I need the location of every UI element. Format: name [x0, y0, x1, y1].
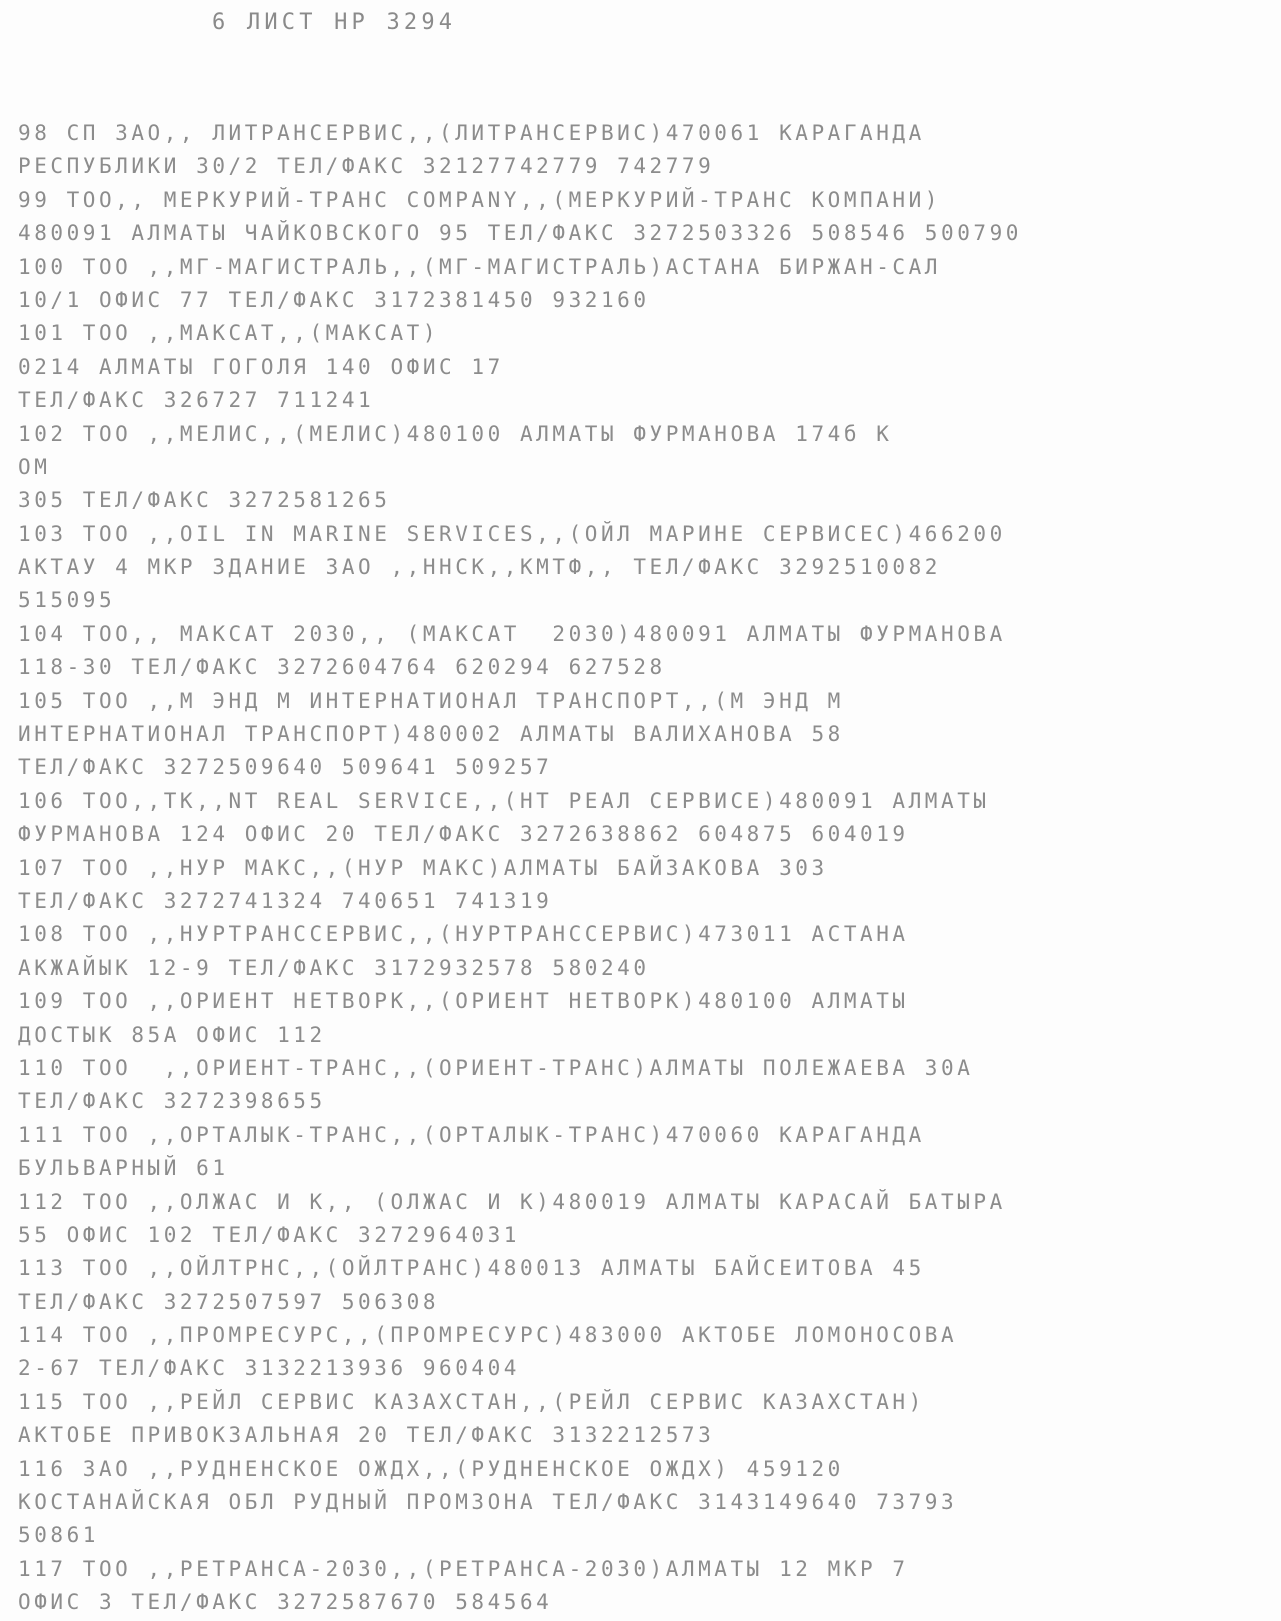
- document-line: 2-67 ТЕЛ/ФАКС 3132213936 960404: [18, 1356, 520, 1381]
- document-line: 106 ТОО,,ТК,,NT REAL SERVICE,,(НТ РЕАЛ СЕРВИСЕ)480091 АЛМАТЫ: [18, 788, 990, 813]
- document-line: 515095: [18, 588, 116, 613]
- document-line: ТЕЛ/ФАКС 3272507597 506308: [18, 1289, 440, 1314]
- document-line: 55 ОФИС 102 ТЕЛ/ФАКС 3272964031: [18, 1222, 520, 1247]
- document-line: 101 ТОО ,,МАКСАТ,,(МАКСАТ): [18, 321, 440, 346]
- company-list: [18, 117, 1022, 1620]
- document-line: 117 ТОО ,,РЕТРАНСА-2030,,(РЕТРАНСА-2030)АЛМАТЫ 12 МКР 7: [18, 1556, 909, 1581]
- document-line: ТЕЛ/ФАКС 3272509640 509641 509257: [18, 755, 553, 780]
- document-line: 99 ТОО,, МЕРКУРИЙ-ТРАНС COMPANY,,(МЕРКУРИЙ-ТРАНС КОМПАНИ): [18, 187, 942, 212]
- document-line: 104 ТОО,, МАКСАТ 2030,, (МАКСАТ 2030)480091 АЛМАТЫ ФУРМАНОВА: [18, 621, 1006, 646]
- document-line: 105 ТОО ,,М ЭНД М ИНТЕРНАТИОНАЛ ТРАНСПОРТ,,(М ЭНД М: [18, 688, 844, 713]
- document-line: 112 ТОО ,,ОЛЖАС И К,, (ОЛЖАС И К)480019 АЛМАТЫ КАРАСАЙ БАТЫРА: [18, 1189, 1006, 1214]
- document-line: 103 ТОО ,,OIL IN MARINE SERVICES,,(ОЙЛ МАРИНЕ СЕРВИСЕС)466200: [18, 521, 1006, 546]
- document-line: 305 ТЕЛ/ФАКС 3272581265: [18, 488, 391, 513]
- document-line: 110 ТОО ,,ОРИЕНТ-ТРАНС,,(ОРИЕНТ-ТРАНС)АЛМАТЫ ПОЛЕЖАЕВА 30А: [18, 1055, 974, 1080]
- document-line: 116 ЗАО ,,РУДНЕНСКОЕ ОЖДХ,,(РУДНЕНСКОЕ ОЖДХ) 459120: [18, 1456, 844, 1481]
- document-line: 10/1 ОФИС 77 ТЕЛ/ФАКС 3172381450 932160: [18, 287, 650, 312]
- page-header: 6 ЛИСТ НР 3294: [212, 10, 457, 35]
- document-line: ДОСТЫК 85А ОФИС 112: [18, 1022, 326, 1047]
- document-line: ИНТЕРНАТИОНАЛ ТРАНСПОРТ)480002 АЛМАТЫ ВАЛИХАНОВА 58: [18, 722, 844, 747]
- document-line: 108 ТОО ,,НУРТРАНССЕРВИС,,(НУРТРАНССЕРВИС)473011 АСТАНА: [18, 922, 909, 947]
- document-line: ОФИС 3 ТЕЛ/ФАКС 3272587670 584564: [18, 1590, 553, 1615]
- document-line: 118-30 ТЕЛ/ФАКС 3272604764 620294 627528: [18, 655, 666, 680]
- document-line: КОСТАНАЙСКАЯ ОБЛ РУДНЫЙ ПРОМЗОНА ТЕЛ/ФАКС 3143149640 73793: [18, 1490, 958, 1515]
- document-line: РЕСПУБЛИКИ 30/2 ТЕЛ/ФАКС 32127742779 742779: [18, 154, 715, 179]
- document-line: 480091 АЛМАТЫ ЧАЙКОВСКОГО 95 ТЕЛ/ФАКС 3272503326 508546 500790: [18, 221, 1022, 246]
- document-line: 115 ТОО ,,РЕЙЛ СЕРВИС КАЗАХСТАН,,(РЕЙЛ СЕРВИС КАЗАХСТАН): [18, 1389, 925, 1414]
- document-line: 100 ТОО ,,МГ-МАГИСТРАЛЬ,,(МГ-МАГИСТРАЛЬ)АСТАНА БИРЖАН-САЛ: [18, 254, 942, 279]
- document-line: 109 ТОО ,,ОРИЕНТ НЕТВОРК,,(ОРИЕНТ НЕТВОРК)480100 АЛМАТЫ: [18, 989, 909, 1014]
- document-line: ТЕЛ/ФАКС 326727 711241: [18, 388, 375, 413]
- document-line: АКЖАЙЫК 12-9 ТЕЛ/ФАКС 3172932578 580240: [18, 955, 650, 980]
- document-line: 114 ТОО ,,ПРОМРЕСУРС,,(ПРОМРЕСУРС)483000 АКТОБЕ ЛОМОНОСОВА: [18, 1323, 958, 1348]
- document-line: АКТАУ 4 МКР ЗДАНИЕ ЗАО ,,ННСК,,КМТФ,, ТЕЛ/ФАКС 3292510082: [18, 555, 942, 580]
- document-line: БУЛЬВАРНЫЙ 61: [18, 1156, 229, 1181]
- document-line: ТЕЛ/ФАКС 3272398655: [18, 1089, 326, 1114]
- document-line: ТЕЛ/ФАКС 3272741324 740651 741319: [18, 888, 553, 913]
- document-line: АКТОБЕ ПРИВОКЗАЛЬНАЯ 20 ТЕЛ/ФАКС 3132212573: [18, 1423, 715, 1448]
- document-line: ФУРМАНОВА 124 ОФИС 20 ТЕЛ/ФАКС 3272638862 604875 604019: [18, 822, 909, 847]
- document-line: 111 ТОО ,,ОРТАЛЫК-ТРАНС,,(ОРТАЛЫК-ТРАНС)470060 КАРАГАНДА: [18, 1122, 925, 1147]
- document-line: ОМ: [18, 454, 51, 479]
- document-line: 98 СП ЗАО,, ЛИТРАНСЕРВИС,,(ЛИТРАНСЕРВИС)470061 КАРАГАНДА: [18, 121, 925, 145]
- document-line: 102 ТОО ,,МЕЛИС,,(МЕЛИС)480100 АЛМАТЫ ФУРМАНОВА 174б К: [18, 421, 893, 446]
- document-line: 113 ТОО ,,ОЙЛТРНС,,(ОЙЛТРАНС)480013 АЛМАТЫ БАЙСЕИТОВА 45: [18, 1256, 925, 1281]
- document-line: 0214 АЛМАТЫ ГОГОЛЯ 140 ОФИС 17: [18, 354, 504, 379]
- document-line: 107 ТОО ,,НУР МАКС,,(НУР МАКС)АЛМАТЫ БАЙЗАКОВА 303: [18, 855, 828, 880]
- document-line: 50861: [18, 1523, 99, 1548]
